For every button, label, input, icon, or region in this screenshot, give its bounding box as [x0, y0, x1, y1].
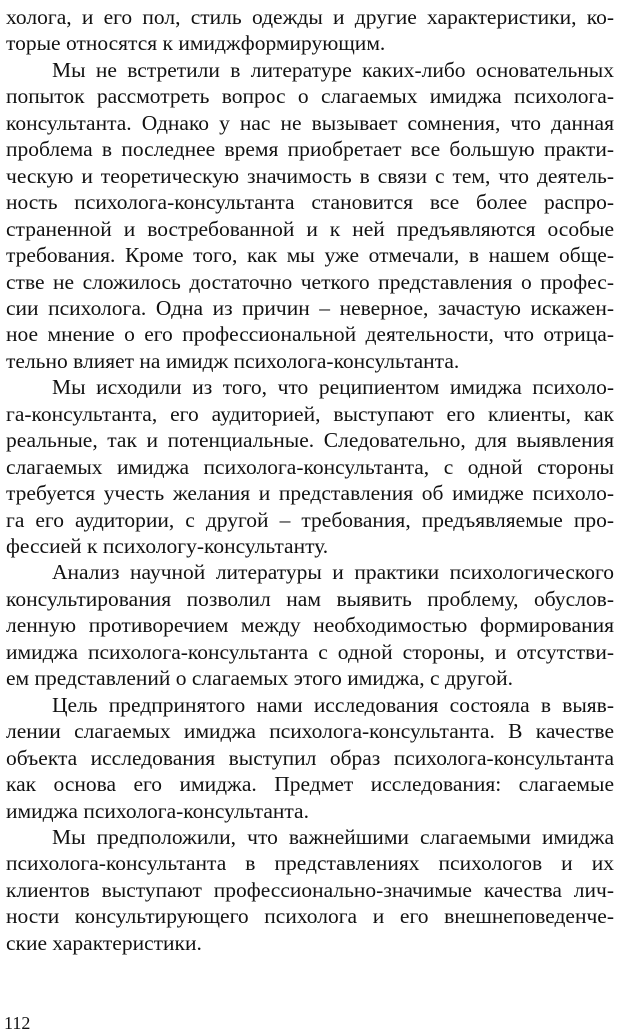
- text-line: требования. Кроме того, как мы уже отмечали, в нашем обще-: [6, 243, 614, 268]
- text-line: Мы исходили из того, что реципиентом имиджа психоло-: [52, 375, 614, 400]
- text-line: ное мнение о его профессиональной деятельности, что отрица-: [6, 322, 614, 347]
- text-line: Анализ научной литературы и практики психологического: [52, 560, 614, 585]
- text-line: сии психолога. Одна из причин – неверное, зачастую искажен-: [6, 295, 614, 320]
- text-line: ские характеристики.: [6, 930, 202, 955]
- text-line: объекта исследования выступил образ психолога-консультанта: [6, 745, 614, 770]
- text-line: проблема в последнее время приобретает все большую практи-: [6, 137, 614, 162]
- text-line: тельно влияет на имидж психолога-консультанта.: [6, 348, 460, 373]
- text-line: ческую и теоретическую значимость в связи с тем, что деятель-: [6, 163, 614, 188]
- text-line: слагаемых имиджа психолога-консультанта, с одной стороны: [6, 454, 614, 479]
- text-line: реальные, так и потенциальные. Следовательно, для выявления: [6, 428, 614, 453]
- text-line: консультанта. Однако у нас не вызывает сомнения, что данная: [6, 110, 614, 135]
- page-number: 112: [4, 1013, 31, 1033]
- text-line: ленную противоречием между необходимостью формирования: [6, 613, 614, 638]
- text-line: фессией к психологу-консультанту.: [6, 534, 329, 558]
- text-line: га-консультанта, его аудиторией, выступают его клиенты, как: [6, 401, 614, 426]
- text-line: ем представлений о слагаемых этого имиджа, с другой.: [6, 666, 513, 691]
- text-line: консультирования позволил нам выявить проблему, обуслов-: [6, 586, 614, 611]
- text-line: имиджа психолога-консультанта с одной стороны, и отсутстви-: [6, 639, 614, 664]
- text-line: холога, и его пол, стиль одежды и другие характеристики, ко-: [6, 5, 614, 29]
- text-line: Мы предположили, что важнейшими слагаемыми имиджа: [52, 824, 614, 849]
- text-line: ности консультирующего психолога и его внешнеповеденче-: [6, 904, 614, 929]
- text-line: ность психолога-консультанта становится все более распро-: [6, 190, 614, 215]
- text-line: Цель предпринятого нами исследования состояла в выяв-: [52, 692, 614, 717]
- text-line: стве не сложилось достаточно четкого представления о профес-: [6, 269, 614, 294]
- text-line: как основа его имиджа. Предмет исследования: слагаемые: [6, 772, 614, 797]
- text-line: Мы не встретили в литературе каких-либо основательных: [52, 57, 614, 82]
- text-line: торые относятся к имиджформирующим.: [6, 31, 386, 56]
- text-line: попыток рассмотреть вопрос о слагаемых имиджа психолога-: [6, 84, 614, 109]
- text-line: клиентов выступают профессионально-значимые качества лич-: [6, 877, 614, 902]
- text-line: требуется учесть желания и представления об имидже психоло-: [6, 481, 614, 506]
- text-line: страненной и востребованной и к ней предъявляются особые: [6, 216, 614, 241]
- text-line: психолога-консультанта в представлениях психологов и их: [6, 851, 614, 876]
- text-line: га его аудитории, с другой – требования, предъявляемые про-: [6, 507, 614, 532]
- text-line: лении слагаемых имиджа психолога-консультанта. В качестве: [6, 719, 614, 744]
- text-line: имиджа психолога-консультанта.: [6, 798, 309, 823]
